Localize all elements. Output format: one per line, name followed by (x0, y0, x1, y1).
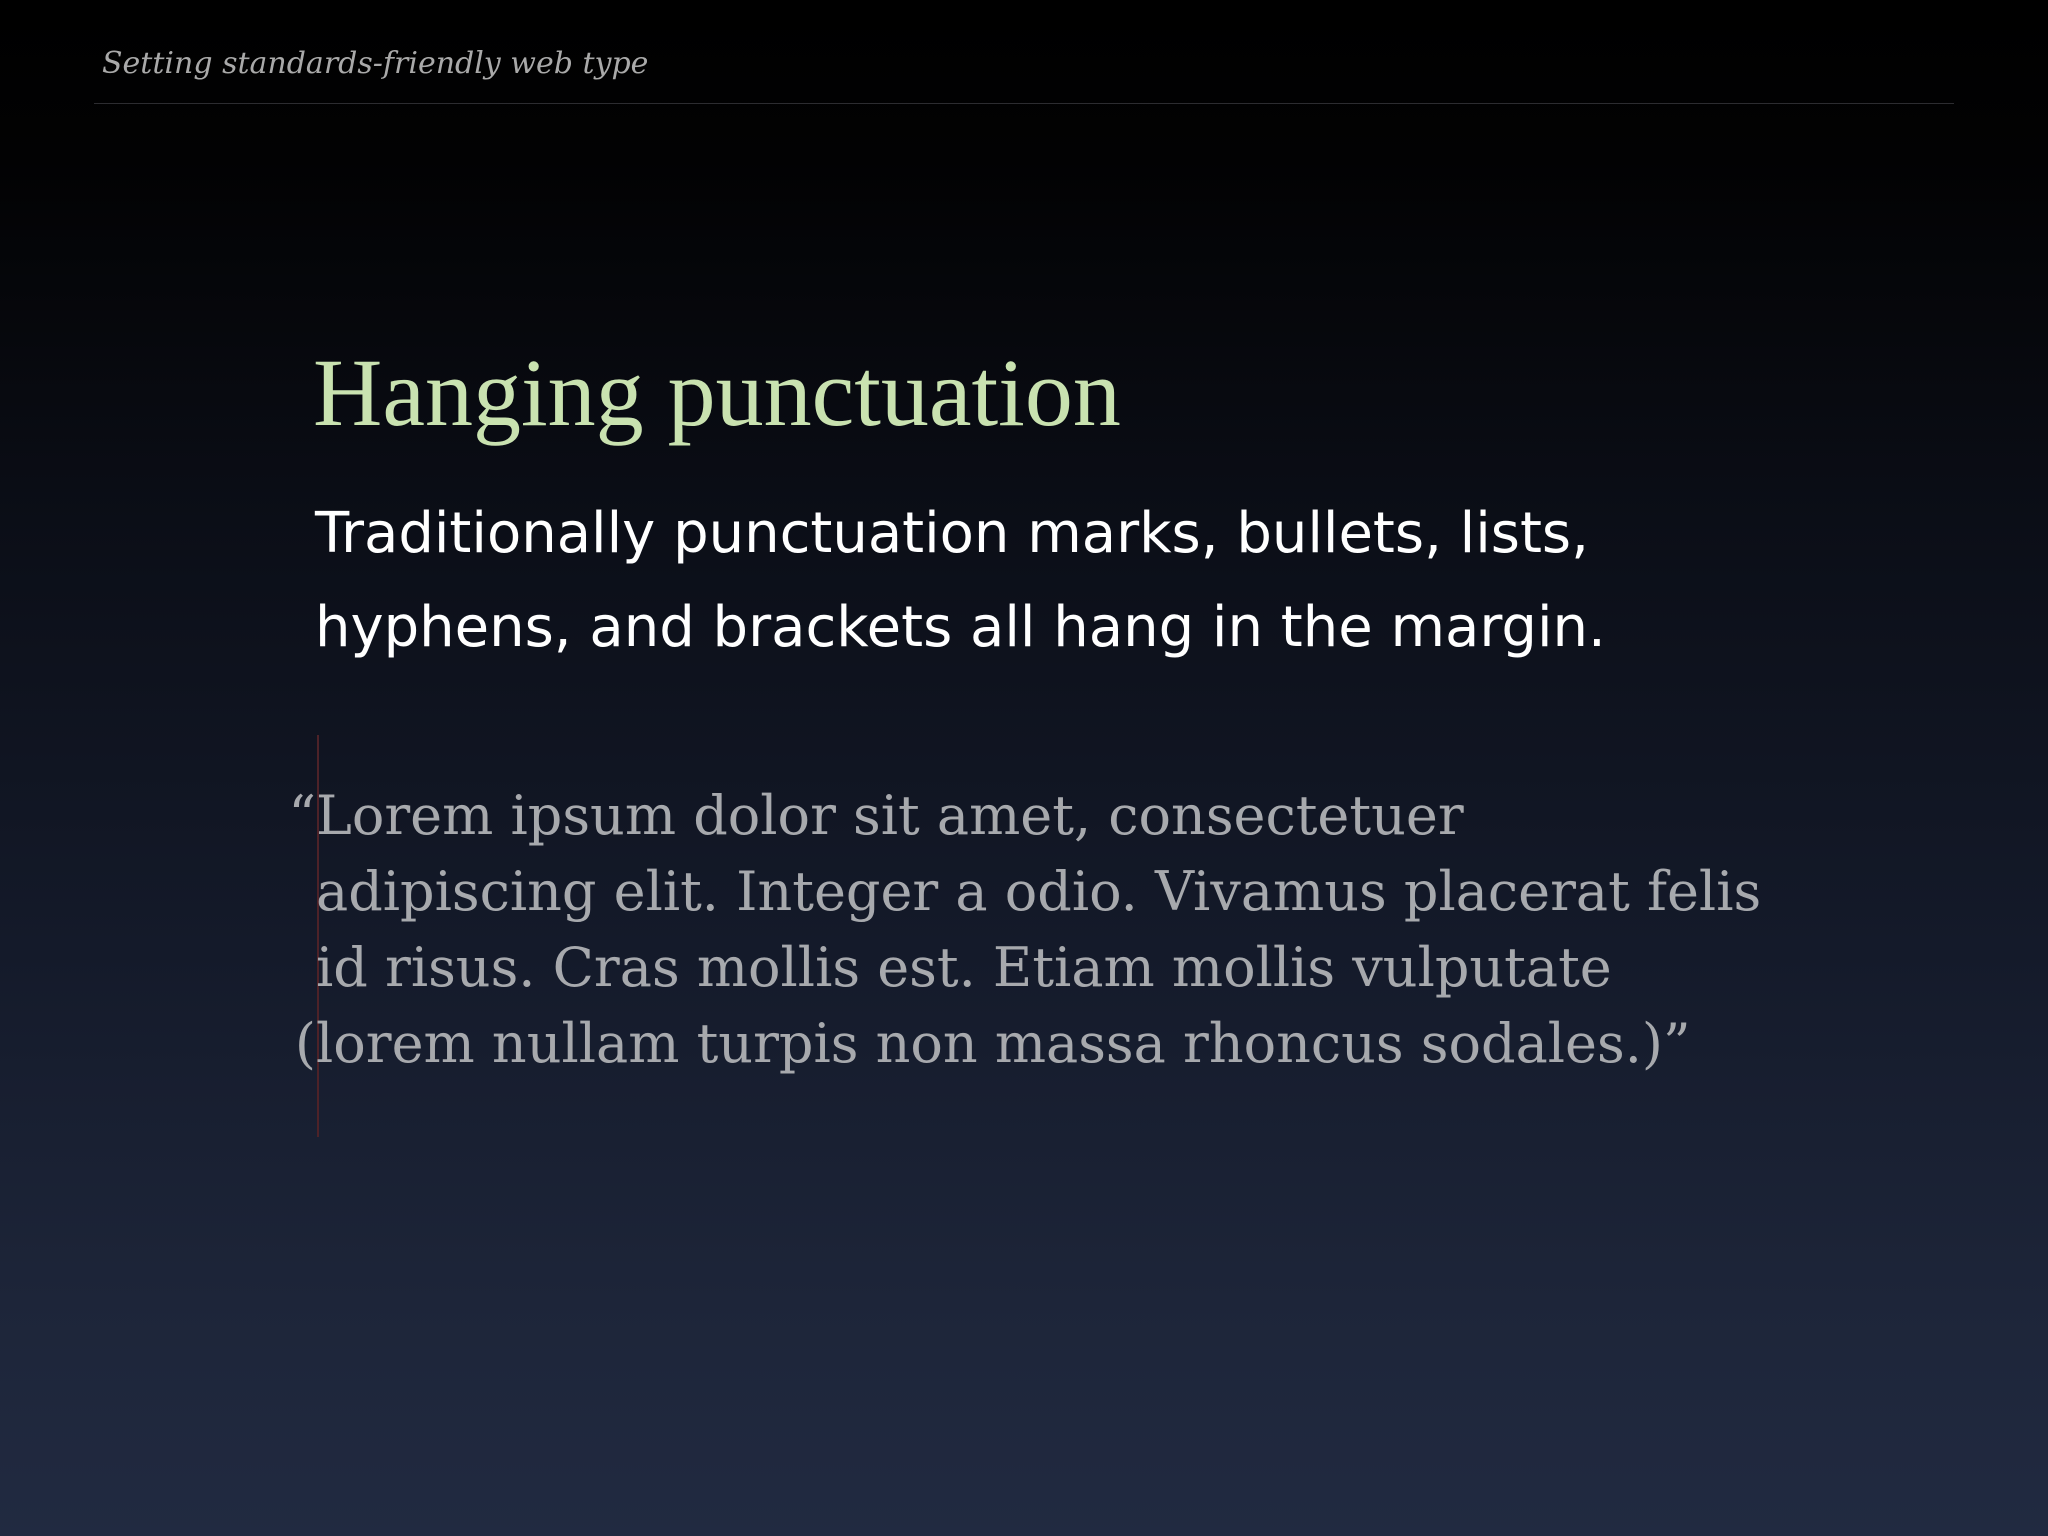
intro-line: Traditionally punctuation marks, bullets, lists, (315, 501, 1589, 566)
quote-line-text: lorem nullam turpis non massa rhoncus sodales.)” (316, 1012, 1691, 1075)
hanging-quote-example (288, 778, 1762, 1082)
quote-line: id risus. Cras mollis est. Etiam mollis vulputate (316, 936, 1612, 999)
quote-line-text: Lorem ipsum dolor sit amet, consectetuer (316, 784, 1464, 847)
slide-title: Hanging punctuation (313, 339, 1121, 446)
intro-paragraph (315, 487, 1715, 675)
quote-line (288, 778, 1761, 854)
quote-line (294, 1006, 1761, 1082)
header-divider (94, 103, 1954, 104)
hanging-open-quote: “ (288, 784, 316, 847)
header-title: Setting standards-friendly web type (102, 46, 649, 81)
hanging-open-bracket: ( (294, 1012, 316, 1075)
intro-line: hyphens, and brackets all hang in the margin. (315, 595, 1606, 660)
quote-line: adipiscing elit. Integer a odio. Vivamus placerat felis (316, 860, 1762, 923)
